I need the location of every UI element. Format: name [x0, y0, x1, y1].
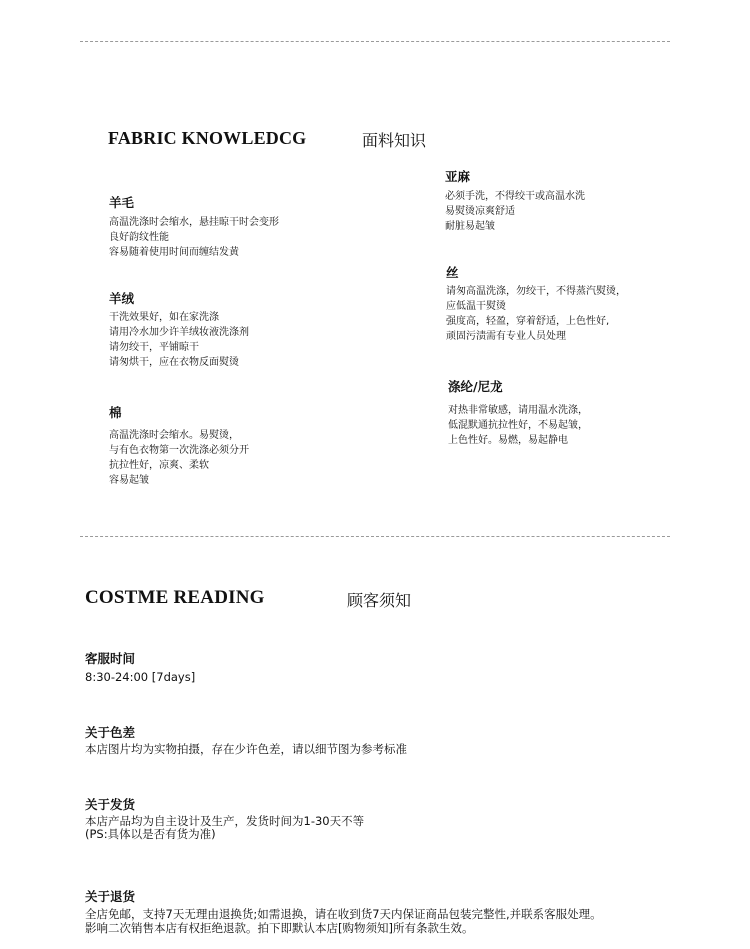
- fabric-line: 请匆高温洗涤，勿绞干，不得蒸汽熨烫，: [446, 286, 626, 297]
- returns-heading: 关于退货: [85, 889, 136, 904]
- fabric-line: 容易起皱: [109, 475, 149, 486]
- customer-line: 本店图片均为实物拍摄，存在少许色差，请以细节图为参考标准: [85, 742, 407, 756]
- shipping-heading: 关于发货: [85, 797, 136, 812]
- fabric-line: 高温洗涤时会缩水，悬挂晾干时会变形: [109, 217, 279, 228]
- fabric-linen-text: [445, 189, 585, 234]
- fabric-line: 干洗效果好，如在家洗涤: [109, 312, 219, 323]
- fabric-line: 与有色衣物第一次洗涤必须分开: [109, 445, 249, 456]
- fabric-polyester-text: [448, 403, 588, 448]
- fabric-line: 对热非常敏感，请用温水洗涤，: [448, 405, 588, 416]
- customer-title-en: COSTME READING: [85, 587, 265, 608]
- fabric-wool-text: [109, 215, 279, 260]
- service-hours-heading: 客服时间: [85, 651, 136, 666]
- fabric-line: 低混默通抗拉性好，不易起皱，: [448, 420, 588, 431]
- fabric-title-en: FABRIC KNOWLEDCG: [108, 128, 307, 148]
- color-diff-text: [85, 743, 407, 756]
- customer-line: 8:30-24:00 [7days]: [85, 670, 196, 684]
- middle-divider: [80, 536, 670, 537]
- fabric-line: 请匆烘干，应在衣物反面熨烫: [109, 357, 239, 368]
- fabric-cotton-text: [109, 428, 249, 488]
- customer-line: 本店产品均为自主设计及生产，发货时间为1-30天不等: [85, 814, 365, 828]
- fabric-line: 高温洗涤时会缩水。易熨烫，: [109, 430, 239, 441]
- fabric-line: 请勿绞干，平铺晾干: [109, 342, 199, 353]
- fabric-linen-heading: 亚麻: [445, 169, 471, 184]
- fabric-cotton-heading: 棉: [109, 405, 122, 420]
- fabric-silk-text: [446, 284, 626, 344]
- fabric-cashmere-heading: 羊绒: [109, 291, 135, 306]
- customer-line: 全店免邮，支持7天无理由退换货;如需退换，请在收到货7天内保证商品包装完整性,并联系客服处理。: [85, 907, 602, 921]
- fabric-polyester-heading: 涤纶/尼龙: [448, 379, 503, 394]
- fabric-line: 良好韵纹性能: [109, 232, 169, 243]
- fabric-wool-heading: 羊毛: [109, 195, 135, 210]
- returns-text: [85, 907, 602, 935]
- fabric-line: 请用冷水加少许羊绒妆液洗涤剂: [109, 327, 249, 338]
- fabric-line: 上色性好。易燃，易起静电: [448, 435, 568, 446]
- customer-line: 影响二次销售本店有权拒绝退款。拍下即默认本店[购物须知]所有条款生效。: [85, 921, 474, 935]
- service-hours-text: [85, 671, 195, 684]
- customer-title-cn: 顾客须知: [347, 591, 412, 610]
- fabric-line: 必须手洗，不得绞干或高温水洗: [445, 191, 585, 202]
- fabric-line: 顽固污渍需有专业人员处理: [446, 331, 566, 342]
- fabric-line: 应低温干熨烫: [446, 301, 506, 312]
- color-diff-heading: 关于色差: [85, 725, 136, 740]
- fabric-line: 抗拉性好，凉爽、柔软: [109, 460, 209, 471]
- fabric-line: 容易随着使用时间而缠结发黄: [109, 247, 239, 258]
- fabric-cashmere-text: [109, 310, 249, 370]
- top-divider: [80, 41, 670, 42]
- fabric-silk-heading: 丝: [446, 265, 459, 280]
- shipping-text: [85, 815, 364, 841]
- fabric-line: 易熨烫凉爽舒适: [445, 206, 515, 217]
- fabric-line: 耐脏易起皱: [445, 221, 495, 232]
- fabric-line: 强度高，轻盈，穿着舒适，上色性好,: [446, 316, 610, 327]
- customer-line: (PS:具体以是否有货为准): [85, 827, 216, 841]
- fabric-title-cn: 面料知识: [362, 131, 427, 150]
